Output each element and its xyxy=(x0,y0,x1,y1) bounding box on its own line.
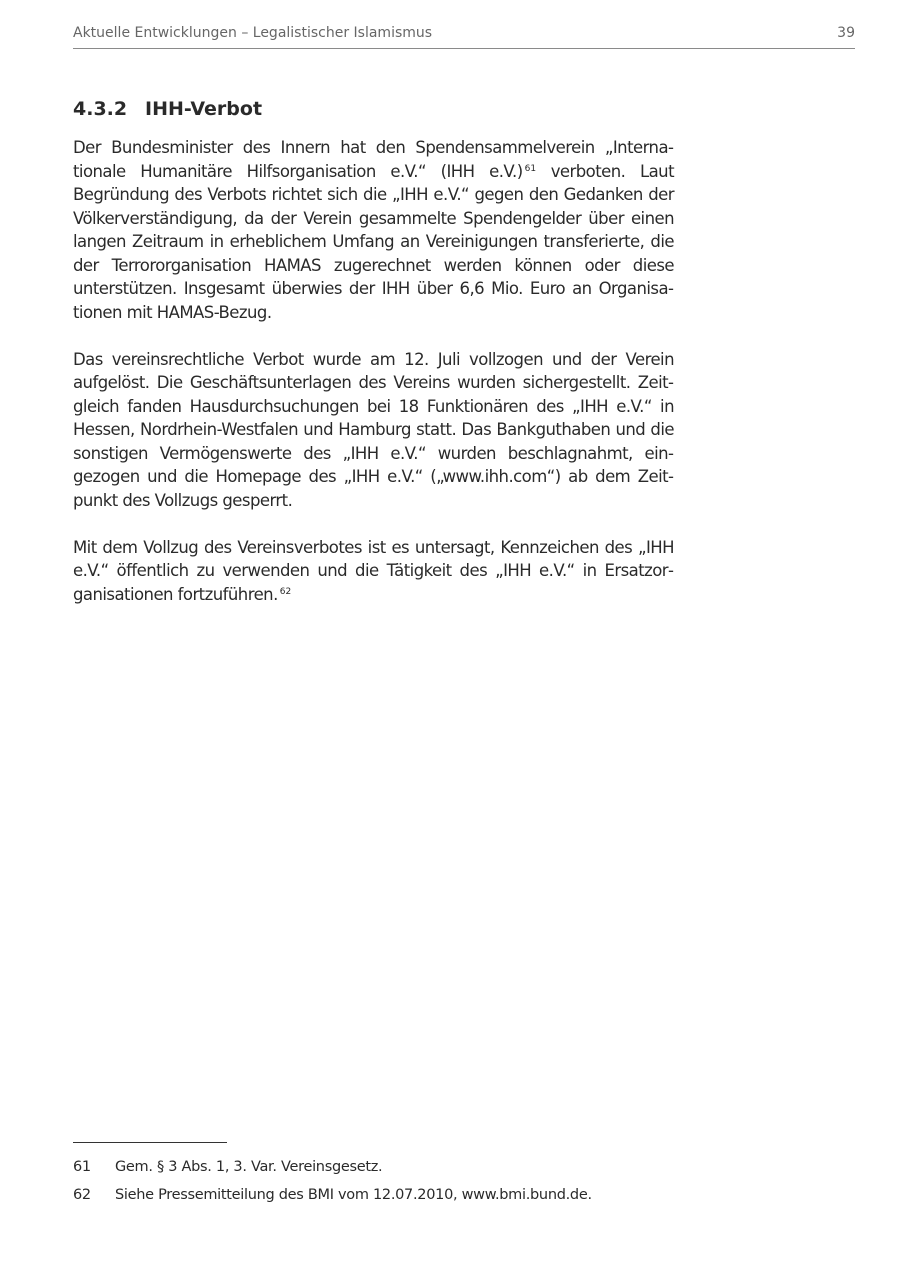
running-header xyxy=(73,22,855,49)
body-text xyxy=(73,136,674,630)
paragraph-1-text-a: Der Bundesminister des Innern hat den Spendensammelverein „Internationale Humanitäre Hilfsorganisation e.V.“ (IHH e.V.) xyxy=(73,138,674,181)
section-title: IHH-Verbot xyxy=(145,98,263,120)
page-number: 39 xyxy=(837,25,855,41)
footnote-number: 61 xyxy=(73,1159,91,1175)
footnote-text: Siehe Pressemitteilung des BMI vom 12.07.2010, www.bmi.bund.de. xyxy=(115,1187,592,1203)
paragraph-2: Das vereinsrechtliche Verbot wurde am 12. Juli vollzogen und der Verein aufgelöst. Die Geschäftsunterlagen des Vereins wurden sichergestellt. Zeitgleich fanden Hausdurchsuchungen bei 18 Funktionären des „IHH e.V.“ in Hessen, Nordrhein-Westfalen und Hamburg statt. Das Bankguthaben und die sonstigen Vermögenswerte des „IHH e.V.“ wurden beschlagnahmt, eingezogen und die Homepage des „IHH e.V.“ („www.ihh.com“) ab dem Zeitpunkt des Vollzugs gesperrt. xyxy=(73,349,674,510)
section-heading xyxy=(73,98,262,120)
footnote-61 xyxy=(73,1157,855,1185)
footnote-number: 62 xyxy=(73,1187,91,1203)
footnote-ref-62: 62 xyxy=(279,586,292,597)
footnote-62 xyxy=(73,1185,855,1213)
footnotes xyxy=(73,1157,855,1213)
paragraph-1-text-b: verboten. Laut Begründung des Verbots richtet sich die „IHH e.V.“ gegen den Gedanken der Völkerverständigung, da der Verein gesammelte Spendengelder über einen langen Zeitraum in erheblichem Umfang an Vereinigungen transferierte, die der Terrororganisation HAMAS zugerechnet werden können oder diese unterstützen. Insgesamt überwies der IHH über 6,6 Mio. Euro an Organisationen mit HAMAS-Bezug. xyxy=(73,161,674,322)
header-title: Aktuelle Entwicklungen – Legalistischer Islamismus xyxy=(73,25,433,41)
paragraph-3-text: Mit dem Vollzug des Vereinsverbotes ist es untersagt, Kennzeichen des „IHH e.V.“ öffentlich zu verwenden und die Tätigkeit des „IHH e.V.“ in Ersatzorganisationen fortzuführen. xyxy=(73,537,674,604)
footnote-divider xyxy=(73,1142,227,1143)
footnote-text: Gem. § 3 Abs. 1, 3. Var. Vereinsgesetz. xyxy=(115,1159,383,1175)
footnote-ref-61: 61 xyxy=(524,163,537,174)
paragraph-1 xyxy=(73,136,674,324)
section-number: 4.3.2 xyxy=(73,98,128,120)
paragraph-3 xyxy=(73,536,674,607)
